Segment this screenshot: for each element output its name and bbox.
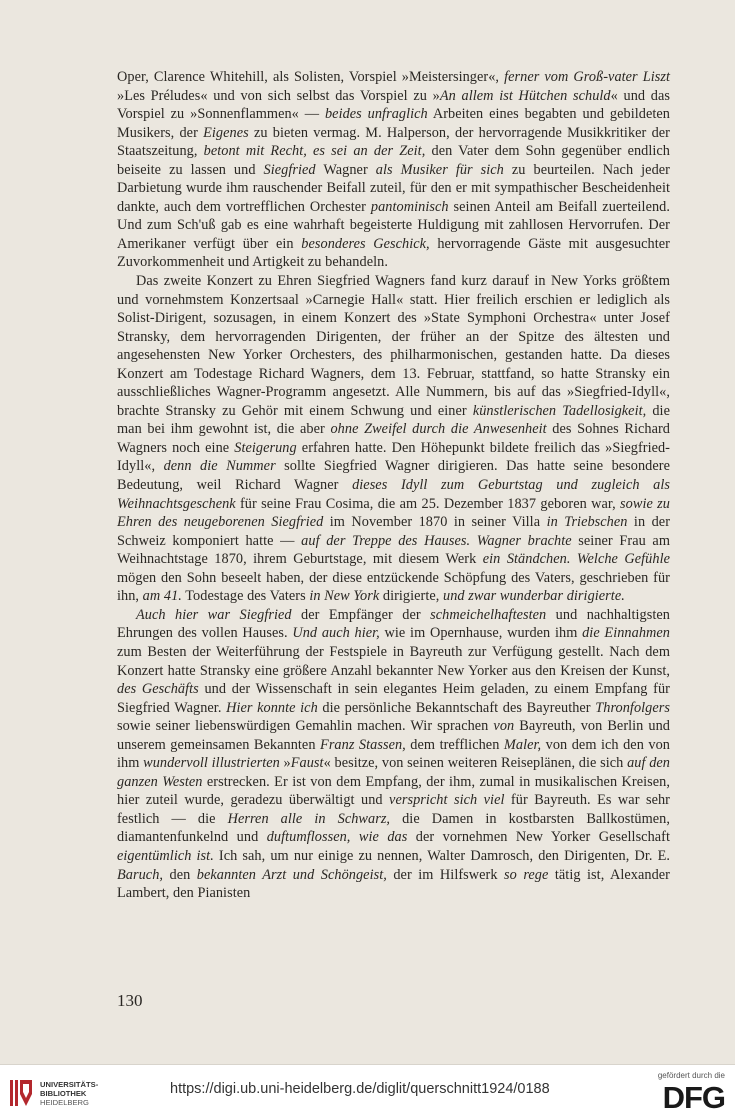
text-run: hervorragende Gäste mit ausgesuchter Zuvorkommenheit und Artigkeit zu behandeln. [117, 235, 670, 271]
text-run: « und das Vorspiel zu »Sonnenflammen« — [117, 87, 671, 123]
italic-run: Herren alle in Schwarz, [227, 810, 391, 827]
text-run: die persönliche Bekanntschaft des Bayreuther [317, 699, 596, 716]
italic-run: bekannten Arzt und Schöngeist, [196, 866, 387, 883]
text-run: für Bayreuth. Es war sehr festlich — die [117, 792, 670, 827]
italic-run: verspricht sich viel [389, 792, 505, 809]
italic-run: Und auch hier, [292, 625, 380, 642]
text-run: »Les Préludes« und von sich selbst das Vorspiel zu » [117, 87, 440, 104]
text-run: Oper, Clarence Whitehill, als Solisten, Vorspiel »Meistersinger«, [117, 69, 505, 85]
italic-run: in Triebschen [546, 514, 628, 531]
italic-run: Franz Stassen, [320, 736, 406, 753]
italic-run: in New York [309, 588, 380, 605]
italic-run: am 41. [142, 588, 182, 605]
viewer-footer [0, 1064, 735, 1120]
italic-run: ferner vom Groß-vater Liszt [504, 69, 670, 85]
library-name [40, 1080, 98, 1107]
text-run: von dem ich den von ihm [117, 736, 670, 772]
text-run: Todestage des Vaters [181, 588, 310, 605]
library-seal-icon [8, 1076, 34, 1110]
italic-run: wundervoll illustrierten [143, 755, 280, 772]
italic-run: ohne Zweifel durch die Anwesenheit [330, 421, 547, 438]
text-run: der Empfänger der [291, 606, 431, 623]
text-run: Ich sah, um nur einige zu nennen, Walter Damrosch, den Dirigenten, Dr. E. [213, 847, 670, 864]
italic-run: Faust [290, 755, 324, 772]
italic-run: schmeichelhaftesten [430, 606, 547, 623]
library-name-line2: BIBLIOTHEK [40, 1088, 87, 1098]
italic-run: sowie zu Ehren des neugeborenen Siegfried [117, 495, 670, 531]
text-run: der im Hilfswerk [386, 866, 505, 883]
dfg-logo: DFG [662, 1080, 725, 1115]
italic-run: Maler, [503, 736, 542, 753]
text-run: und nachhaltigsten Ehrungen des vollen Hauses. [117, 606, 670, 642]
funding-note: gefördert durch die [657, 1071, 725, 1080]
italic-run: und zwar wunderbar dirigierte. [443, 588, 625, 605]
text-run: » [279, 755, 291, 772]
text-run: tätig ist, Alexander Lambert, den Pianisten [117, 866, 670, 902]
text-run: seiner Frau am Weihnachtstage 1870, ihrem Geburtstage, mit diesem Werk [117, 532, 670, 568]
italic-run: von [493, 718, 515, 735]
text-run: Arbeiten eines begabten und gebildeten Musikers, der [117, 106, 670, 141]
italic-run: auf der Treppe des Hauses. Wagner brachte [301, 532, 572, 549]
text-run: erfahren hatte. Den Höhepunkt bildete freilich das »Siegfried-Idyll«, [117, 439, 670, 475]
text-run: die man bei ihm gewohnt ist, die aber [117, 402, 670, 438]
paragraph-1 [117, 68, 670, 272]
italic-run: besonderes Geschick, [301, 235, 430, 252]
text-run: sollte Siegfried Wagner dirigieren. Das hatte seine besondere Bedeutung, weil Richard Wagner [117, 458, 670, 494]
italic-run: ein Ständchen. Welche Gefühle [482, 551, 670, 568]
text-run: die Damen in kostbarsten Ballkostümen, diamantenfunkelnd und [117, 810, 670, 846]
italic-run: Auch hier war Siegfried [136, 606, 292, 623]
body-text [117, 68, 670, 903]
text-run: erstrecken. Er ist von dem Empfang, der ihm, zumal in musikalischen Kreisen, hier zuteil wurde, geradezu überwältigt und [117, 773, 670, 809]
dfg-badge[interactable] [635, 1071, 725, 1115]
italic-run: beides unfraglich [324, 106, 428, 123]
italic-run: Steigerung [234, 439, 297, 456]
italic-run: dieses Idyll zum Geburtstag und zugleich als Weihnachtsgeschenk [117, 477, 670, 512]
italic-run: Siegfried [263, 161, 316, 178]
text-run: sowie seiner liebenswürdigen Gemahlin machen. Wir sprachen [117, 718, 494, 735]
text-run: dirigierte, [379, 588, 444, 605]
paragraph-3 [117, 606, 670, 903]
library-logo-link[interactable] [8, 1075, 98, 1111]
text-run: wie im Opernhause, wurden ihm [379, 625, 583, 642]
italic-run: so rege [504, 866, 549, 883]
text-run: Das zweite Konzert zu Ehren Siegfried Wagners fand kurz darauf in New Yorks größtem und vornehmstem Konzertsaal »Carnegie Hall« statt. Hier freilich erschien er lediglich als Solist-Dirigent, sozusagen, in einem Konzert des »State Symphoni Orchestra« unter Josef Stransky, dem hervorragenden Dirigenten, der früher an der Spitze des ältesten und angesehensten New Yorker Orchesters, des philharmonischen, gestanden hatte. Da dieses Konzert am Todestage Richard Wagners, dem 13. Februar, stattfand, so hatte Stransky ein ausschließliches Wagner-Programm angesetzt. Alle Nummern, bis auf das »Siegfried-Idyll«, brachte Stransky zu Gehör mit einem Schwung und einer [117, 273, 670, 419]
italic-run: des Geschäfts [117, 681, 199, 698]
italic-run: duftumflossen, wie das [266, 829, 408, 846]
text-run: in der Schweiz komponiert hatte — [117, 514, 671, 549]
italic-run: Baruch, [117, 866, 164, 883]
text-run: zu bieten vermag. M. Halperson, der hervorragende Musikkritiker der Staatszeitung, [117, 124, 670, 160]
text-run: zum Besten der Weiterführung der Festspiele in Bayreuth zur Verfügung gestellt. Nach dem Konzert hatte Stransky eine größere Anzahl bekannter New Yorker aus den Kreisen der Kunst, [117, 643, 670, 679]
italic-run: pantominisch [370, 198, 449, 215]
text-run: zu beurteilen. Nach jeder Darbietung wurde ihm rauschender Beifall zuteil, für den er mit sympathischer Bescheidenheit dankte, auch dem vortrefflichen Orchester [117, 161, 670, 215]
library-name-line3: HEIDELBERG [40, 1097, 89, 1107]
italic-run: An allem ist Hütchen schuld [439, 87, 611, 104]
text-run: Bayreuth, von Berlin und unserem gemeinsamen Bekannten [117, 718, 670, 753]
italic-run: die Einnahmen [582, 625, 670, 642]
text-run: der vornehmen New Yorker Gesellschaft [407, 829, 670, 846]
text-run: für seine Frau Cosima, die am 25. Dezember 1837 geboren war, [235, 495, 621, 512]
italic-run: Hier konnte ich [226, 699, 318, 716]
text-run: seinen Anteil am Beifall zuerteilend. Und zum Sch'uß gab es eine wahrhaft begeisterte Huldigung mit zahllosen Hervorrufen. Der Amerikaner verfügt über ein [117, 198, 670, 252]
italic-run: eigentümlich ist. [117, 847, 214, 864]
italic-run: denn die Nummer [163, 458, 276, 475]
library-name-line1: UNIVERSITÄTS- [40, 1079, 99, 1089]
italic-run: auf den ganzen Westen [117, 755, 671, 790]
italic-run: Thronfolgers [595, 699, 670, 716]
text-run: dem trefflichen [405, 736, 504, 753]
text-run: Wagner [315, 161, 376, 178]
paragraph-2 [117, 272, 670, 606]
italic-run: betont mit Recht, es sei an der Zeit, [203, 143, 426, 160]
text-run: den Vater dem Sohn gegenüber endlich beiseite zu lassen und [117, 143, 670, 178]
italic-run: als Musiker für sich [375, 161, 504, 178]
text-run: den [163, 866, 197, 883]
text-run: des Sohnes Richard Wagners noch eine [117, 421, 670, 456]
page-number: 130 [117, 991, 143, 1010]
text-run: im November 1870 in seiner Villa [323, 514, 547, 531]
italic-run: Eigenes [203, 124, 249, 141]
permalink-url[interactable]: https://digi.ub.uni-heidelberg.de/diglit/querschnitt1924/0188 [170, 1081, 550, 1097]
italic-run: künstlerischen Tadellosigkeit, [472, 402, 647, 419]
text-run: « besitze, von seinen weiteren Reiseplänen, die sich [323, 755, 628, 772]
text-run: mögen den Sohn beseelt haben, der diese entzückende Schöpfung des Vaters, geschrieben für ihn, [117, 569, 670, 605]
text-run: und der Wissenschaft in sein elegantes Heim geladen, zu einem Empfang für Siegfried Wagner. [117, 681, 670, 716]
